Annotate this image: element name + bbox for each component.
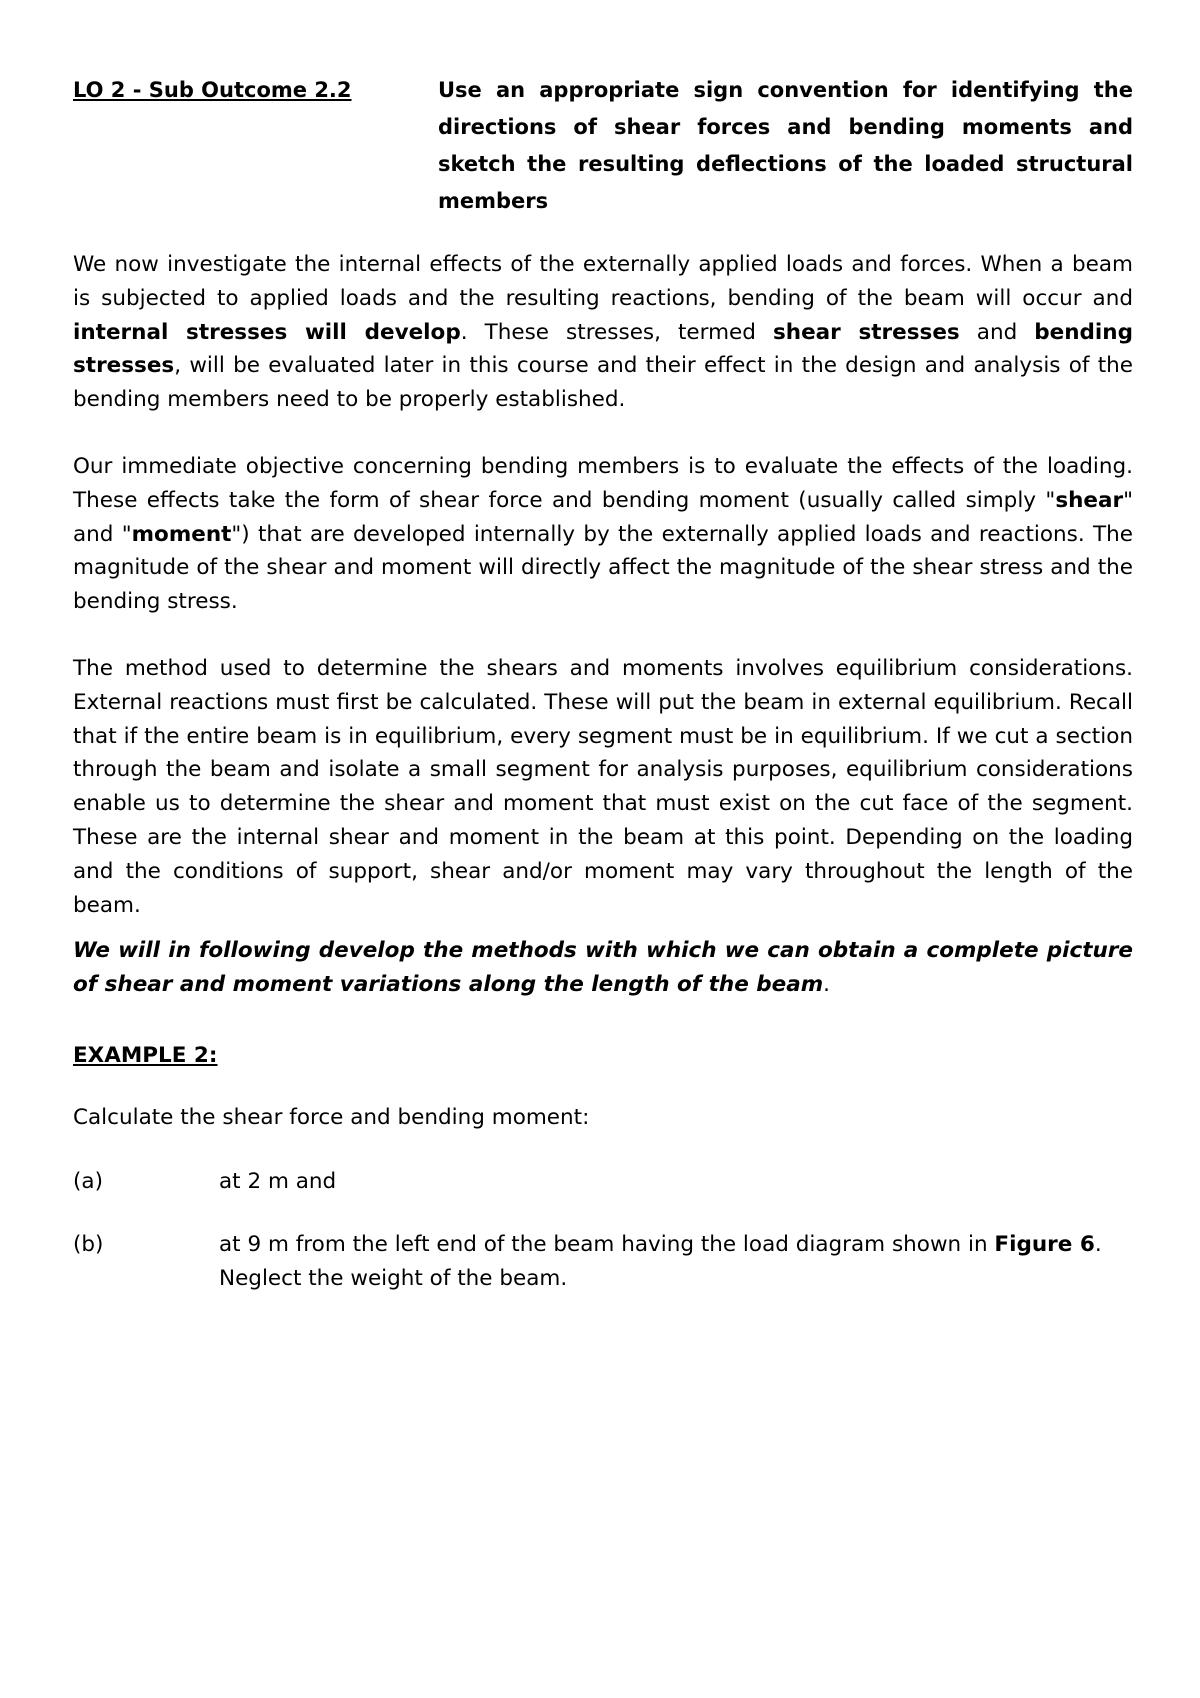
example-item-a [73, 1165, 1133, 1199]
example-item-b [73, 1228, 1133, 1296]
para1-text-1: We now investigate the internal effects of the externally applied loads and forces. When a beam is subjected to applied loads and the resulting reactions, bending of the beam will occur and [73, 252, 1133, 311]
example-heading: EXAMPLE 2: [73, 1042, 218, 1068]
para1-text-3: and [959, 319, 1035, 345]
example-intro: Calculate the shear force and bending moment: [73, 1104, 590, 1130]
para2-bold-moment: moment [131, 521, 232, 547]
para2-bold-shear: shear [1055, 487, 1124, 513]
item-b-label: (b) [73, 1232, 104, 1258]
para1-bold-shear-stresses: shear stresses [772, 319, 960, 345]
item-b-text-1: at 9 m from the left end of the beam having the load diagram shown in [219, 1232, 995, 1258]
outcome-description: Use an appropriate sign convention for identifying the directions of shear forces and bending moments and sketch the resulting deflections of the loaded structural members [438, 78, 1133, 213]
paragraph-objective [73, 450, 1133, 619]
para2-text-2: " and " [73, 487, 1133, 547]
para1-bold-bending-stresses: bending stresses [73, 319, 1133, 379]
paragraph-method: The method used to determine the shears and moments involves equilibrium considerations. External reactions must first be calculated. These will put the beam in external equilibrium. Recall that if the entire beam is in equilibrium, every segment must be in equilibrium. If we cut a section through the beam and isolate a small segment for analysis purposes, equilibrium considerations enable us to determine the shear and moment that must exist on the cut face of the segment. These are the internal shear and moment in the beam at this point. Depending on the loading and the conditions of support, shear and/or moment may vary throughout the length of the beam. [73, 655, 1133, 918]
item-b-bold-figure: Figure 6 [994, 1232, 1095, 1258]
item-a-label: (a) [73, 1168, 103, 1194]
para2-text-1: Our immediate objective concerning bending members is to evaluate the effects of the loading. These effects take the form of shear force and bending moment (usually called simply " [73, 453, 1133, 513]
paragraph-internal-effects [73, 248, 1133, 417]
para2-text-3: ") that are developed internally by the externally applied loads and reactions. The magnitude of the shear and moment will directly affect the magnitude of the shear stress and the bending stress. [73, 521, 1133, 615]
para4-end: . [823, 972, 831, 998]
outcome-header [73, 72, 1133, 220]
item-a-text: at 2 m and [219, 1168, 337, 1194]
para1-text-4: , will be evaluated later in this course and their effect in the design and analysis of the bending members need to be properly established. [73, 353, 1133, 413]
document-page [73, 72, 1133, 1296]
para1-bold-internal-stresses: internal stresses will develop [73, 319, 461, 345]
paragraph-summary [73, 934, 1133, 1002]
outcome-label: LO 2 - Sub Outcome 2.2 [73, 78, 352, 102]
para4-bold-text: We will in following develop the methods with which we can obtain a complete picture of shear and moment variations along the length of the beam [73, 938, 1133, 998]
item-b-text-2: . Neglect the weight of the beam. [219, 1232, 1102, 1292]
para1-text-2: . These stresses, termed [460, 319, 773, 345]
item-b-text [219, 1228, 1133, 1296]
